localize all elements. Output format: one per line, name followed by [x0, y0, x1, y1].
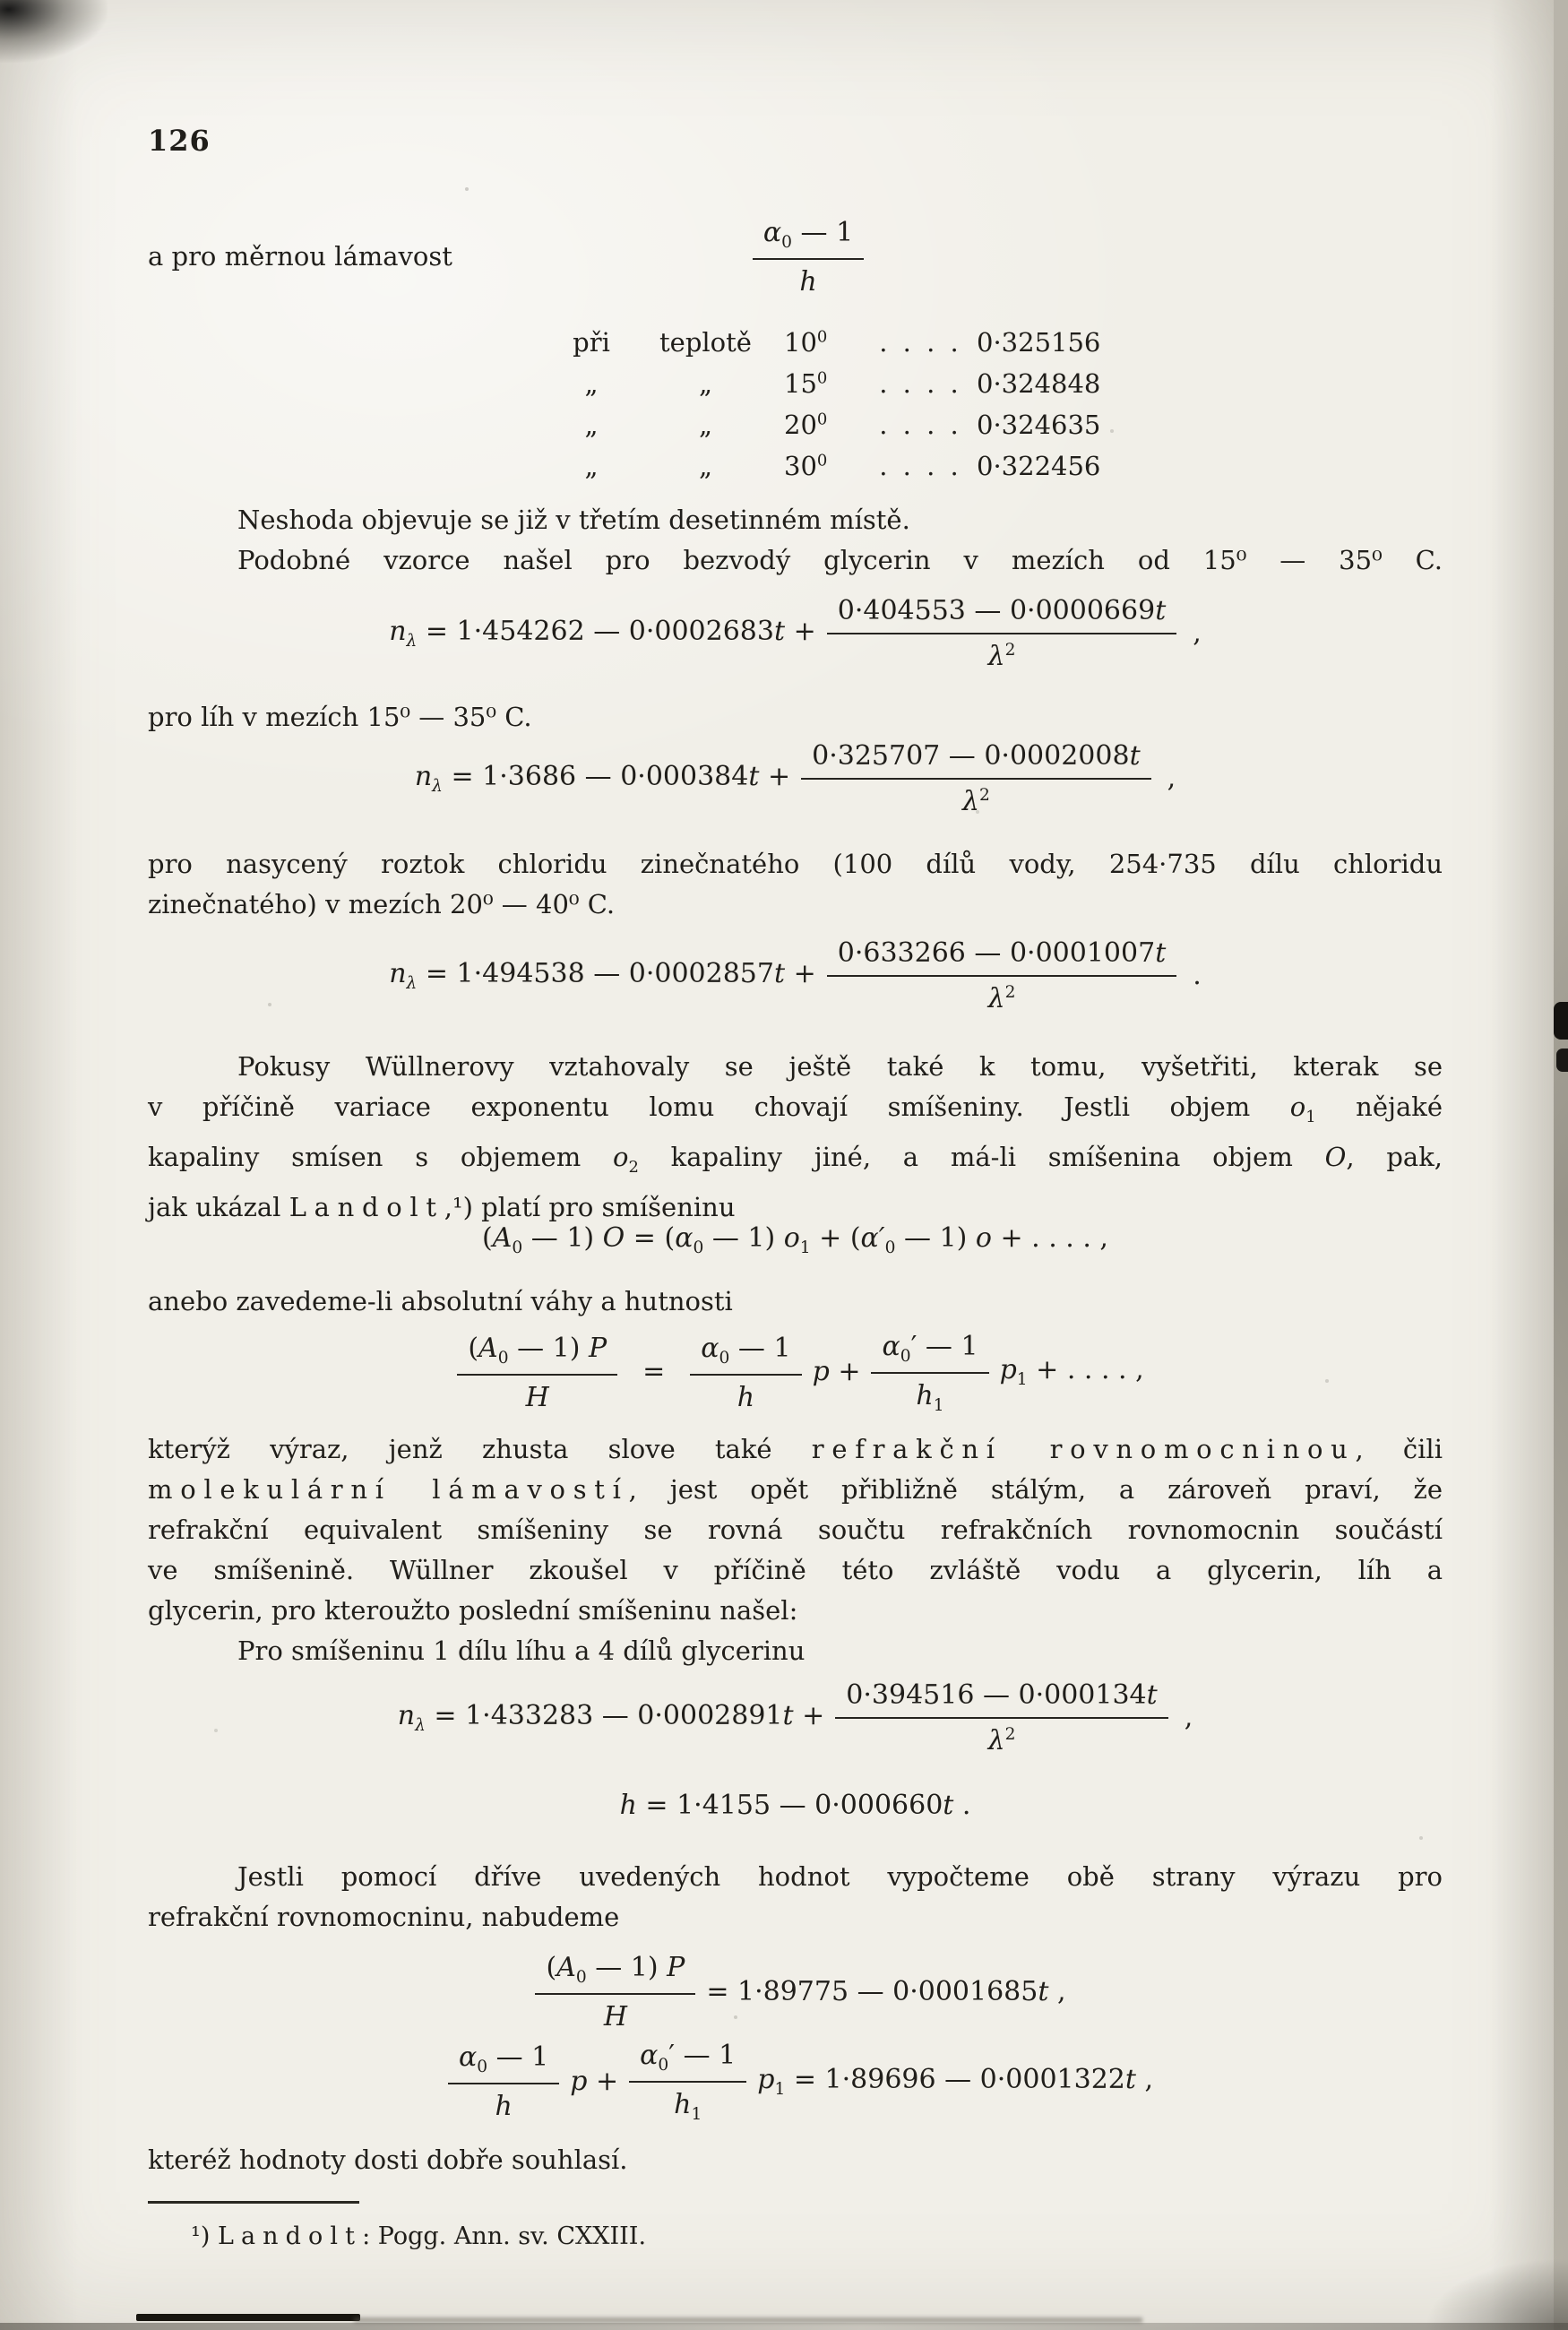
fraction-numerator: 0·325707 — 0·0002008t — [801, 738, 1151, 780]
formula-alcohol-glycerin-mixture — [148, 1667, 1443, 1767]
paragraph-wullner — [148, 1047, 1443, 1228]
paragraph-line: v příčině variace exponentu lomu chovají smíšeniny. Jestli objem $o_1$ nějaké — [148, 1092, 1443, 1126]
fraction-numerator: 0·394516 — 0·000134t — [835, 1678, 1167, 1719]
fraction — [827, 936, 1177, 1014]
formula-tail: , — [1193, 617, 1202, 649]
paragraph-mismatch — [148, 500, 1443, 581]
paragraph-comparison — [148, 1857, 1443, 1937]
dot-leader: . . . . — [879, 327, 962, 358]
fraction-denominator: $h_1$ — [674, 2089, 702, 2124]
paragraph-line: Jestli pomocí dříve uvedených hodnot vypočteme obě strany výrazu pro — [237, 1861, 1443, 1892]
fraction-numerator: ($A_0$ — 1) P — [535, 1950, 695, 1995]
fraction-denominator: h — [495, 2091, 513, 2122]
formula-zinc-chloride — [148, 925, 1443, 1025]
intro-row — [148, 215, 1443, 298]
fraction — [535, 1950, 695, 2032]
paragraph-zinc-chloride — [148, 844, 1443, 925]
paragraph-line: kterýž výraz, jenž zhusta slove také refrakční rovnomocninou, čili — [148, 1434, 1443, 1464]
line-alcohol-range: pro líh v mezích 15⁰ — 35⁰ C. — [148, 702, 532, 732]
paragraph-line: kapaliny smísen s objemem $o_2$ kapaliny jiné, a má-li smíšenina objem O, pak, — [148, 1141, 1443, 1177]
formula-body: h = 1·4155 — 0·000660t . — [619, 1789, 971, 1821]
refraction-value: 0·325156 — [977, 327, 1101, 358]
closing-line: kteréž hodnoty dosti dobře souhlasí. — [148, 2144, 628, 2175]
paragraph-line: Pokusy Wüllnerovy vztahovaly se ještě také k tomu, vyšetřiti, kterak se — [237, 1051, 1443, 1082]
fraction — [827, 593, 1177, 672]
fraction-denominator: $\lambda^2$ — [961, 786, 990, 817]
formula-glycerin — [148, 582, 1443, 683]
formula-rhs: = 1·89775 — 0·0001685t , — [706, 1975, 1066, 2007]
formula-result-right-side — [148, 2027, 1443, 2135]
formula-tail: , — [1167, 762, 1176, 794]
formula-alcohol — [148, 728, 1443, 828]
paragraph-line: refrakční rovnomocninu, nabudeme — [148, 1902, 620, 1932]
dot-leader: . . . . — [879, 451, 962, 481]
formula-term: $p_1$ + . . . . , — [999, 1354, 1144, 1389]
intro-text: a pro měrnou lámavost — [148, 241, 452, 272]
temperature-row — [547, 410, 1443, 451]
temperature-value: $30^0$ — [784, 451, 828, 481]
dot-leader: . . . . — [879, 410, 962, 440]
fraction-numerator: $\alpha_0$ — 1 — [753, 215, 864, 260]
ditto-mark: „ — [698, 451, 713, 481]
fraction-numerator: $\alpha_0'$ — 1 — [629, 2038, 746, 2083]
paragraph-line: Neshoda objevuje se již v třetím desetinném místě. — [237, 505, 910, 535]
fraction-denominator: $\lambda^2$ — [987, 1725, 1016, 1756]
temperature-row — [547, 368, 1443, 410]
fraction — [448, 2040, 559, 2122]
formula-body: ($A_0$ — 1) $O = (\alpha_0$ — 1) $o_1 + (\alpha'_0$ — 1) o + . . . . , — [482, 1221, 1108, 1257]
paragraph-line: refrakční equivalent smíšeniny se rovná součtu refrakčních rovnomocnin součástí — [148, 1514, 1443, 1545]
fraction — [835, 1678, 1167, 1756]
fraction-denominator: h — [799, 266, 817, 298]
ditto-mark: „ — [698, 368, 713, 399]
paragraph-line: molekulární lámavostí, jest opět přibližně stálým, a zároveň praví, že — [148, 1474, 1443, 1505]
formula-tail: . — [1193, 959, 1202, 991]
fraction — [871, 1329, 988, 1415]
ditto-mark: „ — [584, 451, 599, 481]
temperature-value: $10^0$ — [784, 327, 828, 358]
paragraph-line: Pro smíšeninu 1 dílu líhu a 4 dílů glycerinu — [237, 1635, 806, 1666]
formula-refraction-equivalent — [148, 1316, 1443, 1428]
equals-sign: = — [642, 1356, 666, 1387]
fraction-denominator: $\lambda^2$ — [987, 641, 1016, 672]
ditto-mark: „ — [584, 410, 599, 440]
dot-leader: . . . . — [879, 368, 962, 399]
formula-lead: $n_\lambda = 1\cdot 454262$ — 0·0002683t + — [389, 615, 816, 651]
refraction-value: 0·324848 — [977, 368, 1101, 399]
formula-h-value — [148, 1783, 1443, 1826]
fraction — [801, 738, 1151, 817]
fraction-denominator: $h_1$ — [916, 1379, 944, 1415]
refraction-value: 0·324635 — [977, 410, 1101, 440]
ditto-mark: „ — [698, 410, 713, 440]
fraction-denominator: H — [603, 2001, 627, 2032]
fraction-numerator: $\alpha_0$ — 1 — [690, 1331, 801, 1376]
temperature-value: $15^0$ — [784, 368, 828, 399]
formula-lead: $n_\lambda = 1\cdot 433283$ — 0·0002891t + — [397, 1699, 825, 1735]
footnote: ¹) Landolt: Pogg. Ann. sv. CXXIII. — [191, 2222, 647, 2250]
formula-rhs: $p_1 = 1\cdot 89696$ — 0·0001322t , — [757, 2063, 1154, 2099]
footnote-divider — [148, 2201, 359, 2204]
paragraph-line: zinečnatého) v mezích 20⁰ — 40⁰ C. — [148, 889, 616, 919]
fraction-numerator: ($A_0$ — 1) P — [457, 1331, 617, 1376]
fraction-numerator: 0·404553 — 0·0000669t — [827, 593, 1177, 634]
temperature-table — [148, 327, 1443, 492]
fraction-denominator: H — [525, 1381, 549, 1413]
fraction-numerator: $\alpha_0'$ — 1 — [871, 1329, 988, 1374]
row-label: při — [573, 327, 610, 358]
paragraph-refraction-equivalent — [148, 1429, 1443, 1671]
fraction — [690, 1331, 801, 1413]
paragraph-line: pro nasycený roztok chloridu zinečnatého (100 dílů vody, 254·735 dílu chloridu — [148, 849, 1443, 879]
paragraph-line: jak ukázal Landolt,¹) platí pro smíšeninu — [148, 1191, 736, 1222]
fraction — [629, 2038, 746, 2124]
formula-term: p + — [812, 1356, 861, 1387]
fraction-denominator: $\lambda^2$ — [987, 983, 1016, 1014]
ditto-mark: „ — [584, 368, 599, 399]
temperature-row — [547, 327, 1443, 368]
paragraph-line: Podobné vzorce našel pro bezvodý glycerin v mezích od 15⁰ — 35⁰ C. — [237, 545, 1443, 575]
fraction-denominator: h — [737, 1381, 755, 1413]
formula-tail: , — [1184, 1701, 1193, 1733]
fraction — [457, 1331, 617, 1413]
paragraph-line: ve smíšenině. Wüllner zkoušel v příčině této zvláště vodu a glycerin, líh a — [148, 1555, 1443, 1585]
page-content — [148, 0, 1443, 2330]
paragraph-line: glycerin, pro kteroužto poslední smíšeninu našel: — [148, 1595, 798, 1626]
line-anebo: anebo zavedeme-li absolutní váhy a hutnosti — [148, 1286, 733, 1316]
fraction-numerator: 0·633266 — 0·0001007t — [827, 936, 1177, 977]
page-number: 126 — [148, 124, 211, 158]
temperature-value: $20^0$ — [784, 410, 828, 440]
temperature-row — [547, 451, 1443, 492]
formula-lead: $n_\lambda = 1\cdot 494538$ — 0·0002857t + — [389, 957, 816, 993]
formula-landolt-mixture — [148, 1217, 1443, 1262]
formula-lead: $n_\lambda = 1\cdot 3686$ — 0·000384t + — [414, 760, 791, 796]
refraction-value: 0·322456 — [977, 451, 1101, 481]
fraction-numerator: $\alpha_0$ — 1 — [448, 2040, 559, 2084]
specific-refraction-fraction — [753, 215, 864, 298]
formula-term: p + — [570, 2065, 619, 2097]
row-label: teplotě — [659, 327, 752, 358]
